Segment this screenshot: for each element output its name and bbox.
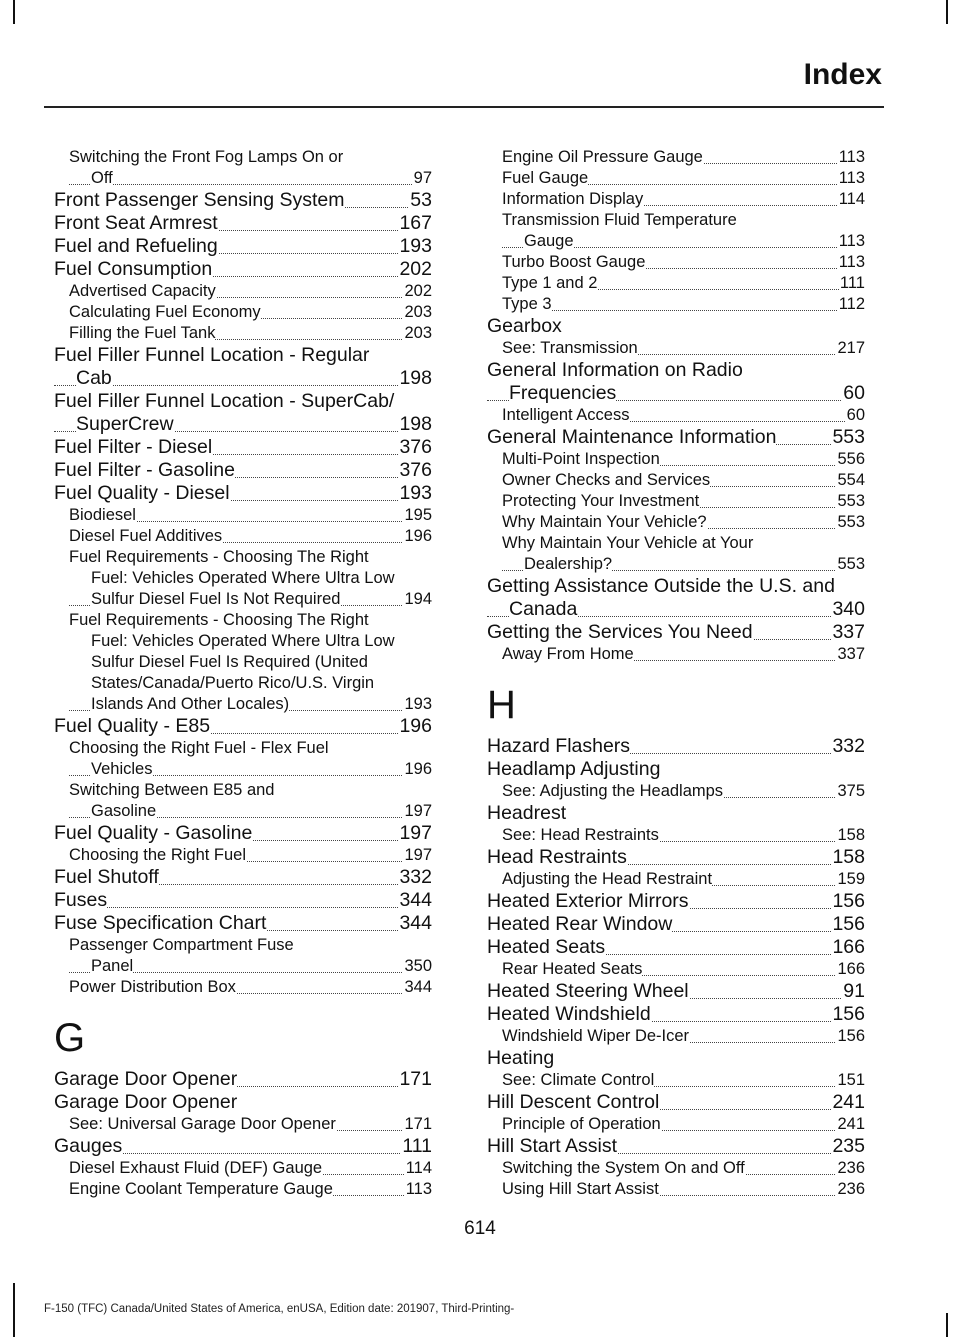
crop-mark-top-left	[13, 0, 15, 24]
index-entry	[54, 1135, 432, 1158]
entry-text: Diesel Exhaust Fluid (DEF) Gauge	[69, 1159, 323, 1177]
entry-text: Switching the Front Fog Lamps On or	[69, 148, 344, 166]
entry-page-number: 53	[410, 189, 432, 211]
entry-page-number: 113	[838, 253, 865, 271]
entry-page-number: 337	[837, 645, 865, 663]
index-entry	[487, 1047, 865, 1070]
index-subentry	[487, 959, 865, 980]
index-entry	[54, 822, 432, 845]
page-number: 614	[464, 1218, 496, 1239]
index-column-right	[487, 147, 865, 1200]
entry-page-number: 111	[402, 1135, 432, 1157]
entry-text: Passenger Compartment Fuse	[69, 936, 294, 954]
entry-text: Rear Heated Seats	[502, 960, 643, 978]
entry-text: Fuel Quality - E85	[54, 715, 211, 737]
index-subentry	[54, 845, 432, 866]
entry-page-number: 97	[413, 169, 432, 187]
entry-text: General Information on Radio	[487, 359, 743, 381]
entry-text: Fuel Quality - Diesel	[54, 482, 230, 504]
dot-leader	[54, 907, 432, 908]
index-entry	[54, 390, 432, 436]
entry-text: Power Distribution Box	[69, 978, 236, 996]
index-subentry	[54, 1158, 432, 1179]
entry-text: Fuel Shutoff	[54, 866, 159, 888]
index-subentry	[487, 449, 865, 470]
entry-page-number: 158	[837, 826, 865, 844]
entry-page-number: 198	[399, 367, 432, 389]
entry-page-number: 376	[399, 459, 432, 481]
entry-page-number: 203	[404, 303, 432, 321]
entry-text: See: Climate Control	[502, 1071, 655, 1089]
index-entry	[487, 315, 865, 338]
index-entry	[54, 258, 432, 281]
entry-text: Hazard Flashers	[487, 735, 631, 757]
entry-page-number: 113	[405, 1180, 432, 1198]
index-subentry	[487, 147, 865, 168]
entry-page-number: 332	[832, 735, 865, 757]
section-letter: G	[54, 1016, 86, 1060]
crop-mark-bottom-right	[946, 1313, 948, 1337]
entry-page-number: 236	[837, 1180, 865, 1198]
entry-text: Adjusting the Head Restraint	[502, 870, 713, 888]
entry-text: Choosing the Right Fuel - Flex Fuel	[69, 739, 329, 757]
entry-text: Fuel Filter - Gasoline	[54, 459, 235, 481]
entry-page-number: 197	[399, 822, 432, 844]
index-subentry	[54, 738, 432, 780]
entry-text: Vehicles	[91, 760, 153, 778]
entry-page-number: 193	[404, 695, 432, 713]
entry-text: Front Passenger Sensing System	[54, 189, 345, 211]
entry-text: Head Restraints	[487, 846, 627, 868]
entry-page-number: 113	[838, 148, 865, 166]
index-column-left	[54, 147, 432, 1200]
index-entry	[54, 889, 432, 912]
entry-page-number: 196	[399, 715, 432, 737]
index-entry	[54, 1091, 432, 1114]
entry-page-number: 236	[837, 1159, 865, 1177]
index-entry	[487, 846, 865, 869]
entry-page-number: 553	[837, 492, 865, 510]
index-entry	[487, 735, 865, 758]
entry-text: Frequencies	[509, 382, 617, 404]
entry-page-number: 202	[399, 258, 432, 280]
index-subentry	[487, 533, 865, 575]
index-subentry	[487, 644, 865, 665]
entry-page-number: 375	[837, 782, 865, 800]
entry-page-number: 344	[399, 889, 432, 911]
entry-page-number: 166	[832, 936, 865, 958]
index-entry	[54, 189, 432, 212]
entry-text: Hill Descent Control	[487, 1091, 660, 1113]
index-entry	[487, 802, 865, 825]
entry-page-number: 344	[404, 978, 432, 996]
index-subentry	[487, 470, 865, 491]
entry-page-number: 171	[399, 1068, 432, 1090]
index-subentry	[54, 323, 432, 344]
index-subentry	[54, 526, 432, 547]
entry-page-number: 159	[837, 870, 865, 888]
entry-text: Fuel Filler Funnel Location - Regular	[54, 344, 370, 366]
section-letter: H	[487, 683, 516, 727]
entry-page-number: 151	[837, 1071, 865, 1089]
entry-page-number: 337	[832, 621, 865, 643]
entry-text: Fuel Quality - Gasoline	[54, 822, 253, 844]
entry-text: Sulfur Diesel Fuel Is Not Required	[91, 590, 341, 608]
entry-text: Fuel Filler Funnel Location - SuperCab/	[54, 390, 395, 412]
entry-page-number: 554	[837, 471, 865, 489]
entry-text: Panel	[91, 957, 134, 975]
index-subentry	[487, 405, 865, 426]
entry-text: Heating	[487, 1047, 555, 1069]
entry-page-number: 193	[399, 482, 432, 504]
page-title: Index	[803, 58, 882, 91]
index-subentry	[487, 1114, 865, 1135]
entry-text: Principle of Operation	[502, 1115, 661, 1133]
entry-page-number: 217	[837, 339, 865, 357]
crop-mark-bottom-left	[13, 1283, 15, 1337]
entry-page-number: 198	[399, 413, 432, 435]
entry-page-number: 350	[404, 957, 432, 975]
index-entry	[54, 344, 432, 390]
index-subentry	[487, 273, 865, 294]
index-entry	[487, 621, 865, 644]
entry-page-number: 166	[837, 960, 865, 978]
entry-text: See: Adjusting the Headlamps	[502, 782, 724, 800]
entry-text: Protecting Your Investment	[502, 492, 700, 510]
entry-page-number: 202	[404, 282, 432, 300]
index-subentry	[487, 210, 865, 252]
entry-text: Fuses	[54, 889, 108, 911]
index-subentry	[54, 147, 432, 189]
entry-text: Filling the Fuel Tank	[69, 324, 216, 342]
entry-text: See: Transmission	[502, 339, 638, 357]
index-entry	[487, 980, 865, 1003]
entry-page-number: 171	[404, 1115, 432, 1133]
entry-text: Advertised Capacity	[69, 282, 216, 300]
entry-page-number: 241	[837, 1115, 865, 1133]
index-subentry	[54, 281, 432, 302]
entry-text: Turbo Boost Gauge	[502, 253, 646, 271]
entry-text: Away From Home	[502, 645, 634, 663]
entry-text: Heated Exterior Mirrors	[487, 890, 689, 912]
entry-text: Heated Rear Window	[487, 913, 673, 935]
entry-text: Switching the System On and Off	[502, 1159, 745, 1177]
entry-page-number: 553	[837, 513, 865, 531]
header-rule	[44, 106, 884, 108]
entry-text: Fuel and Refueling	[54, 235, 218, 257]
entry-text: Headrest	[487, 802, 567, 824]
entry-text: Fuel Gauge	[502, 169, 589, 187]
entry-text: Engine Oil Pressure Gauge	[502, 148, 703, 166]
entry-page-number: 376	[399, 436, 432, 458]
entry-text: States/Canada/Puerto Rico/U.S. Virgin	[91, 674, 375, 692]
index-subentry	[54, 935, 432, 977]
dot-leader	[69, 184, 432, 185]
entry-page-number: 156	[832, 890, 865, 912]
entry-text: Cab	[76, 367, 112, 389]
index-entry	[487, 758, 865, 781]
entry-page-number: 197	[404, 802, 432, 820]
entry-text: Headlamp Adjusting	[487, 758, 661, 780]
entry-text: Multi-Point Inspection	[502, 450, 660, 468]
index-subentry	[487, 189, 865, 210]
entry-page-number: 91	[843, 980, 865, 1002]
entry-text: Owner Checks and Services	[502, 471, 711, 489]
entry-page-number: 60	[846, 406, 865, 424]
entry-text: Type 3	[502, 295, 552, 313]
index-subentry	[487, 869, 865, 890]
entry-text: Why Maintain Your Vehicle?	[502, 513, 707, 531]
index-subentry	[54, 505, 432, 526]
index-subentry	[487, 252, 865, 273]
entry-page-number: 113	[838, 232, 865, 250]
index-entry	[487, 426, 865, 449]
index-subentry	[54, 610, 432, 715]
entry-text: Fuel Requirements - Choosing The Right	[69, 548, 369, 566]
index-subentry	[54, 780, 432, 822]
entry-text: Engine Coolant Temperature Gauge	[69, 1180, 333, 1198]
entry-page-number: 193	[399, 235, 432, 257]
index-subentry	[54, 977, 432, 998]
index-subentry	[487, 1070, 865, 1091]
entry-page-number: 553	[832, 426, 865, 448]
index-entry	[54, 866, 432, 889]
entry-page-number: 158	[832, 846, 865, 868]
entry-page-number: 194	[404, 590, 432, 608]
entry-page-number: 167	[399, 212, 432, 234]
index-subentry	[487, 781, 865, 802]
entry-page-number: 156	[837, 1027, 865, 1045]
dot-leader	[502, 310, 865, 311]
index-entry	[487, 1135, 865, 1158]
entry-page-number: 553	[837, 555, 865, 573]
entry-text: Getting Assistance Outside the U.S. and	[487, 575, 835, 597]
entry-text: Gasoline	[91, 802, 157, 820]
entry-text: Fuel: Vehicles Operated Where Ultra Low	[91, 632, 395, 650]
index-subentry	[54, 1179, 432, 1200]
index-entry	[487, 913, 865, 936]
index-entry	[487, 1003, 865, 1026]
entry-text: See: Universal Garage Door Opener	[69, 1115, 336, 1133]
index-subentry	[487, 168, 865, 189]
entry-text: Islands And Other Locales)	[91, 695, 290, 713]
entry-text: See: Head Restraints	[502, 826, 659, 844]
footer-text: F-150 (TFC) Canada/United States of America, enUSA, Edition date: 201907, Third-Printing-	[44, 1303, 515, 1315]
index-entry	[487, 890, 865, 913]
entry-text: Off	[91, 169, 113, 187]
entry-text: Fuel: Vehicles Operated Where Ultra Low	[91, 569, 395, 587]
entry-text: Windshield Wiper De-Icer	[502, 1027, 690, 1045]
entry-text: Using Hill Start Assist	[502, 1180, 659, 1198]
entry-text: Calculating Fuel Economy	[69, 303, 261, 321]
entry-page-number: 113	[838, 169, 865, 187]
index-subentry	[487, 338, 865, 359]
index-entry	[54, 1068, 432, 1091]
entry-text: Choosing the Right Fuel	[69, 846, 247, 864]
entry-text: Heated Steering Wheel	[487, 980, 689, 1002]
index-entry	[487, 575, 865, 621]
crop-mark-top-right	[946, 0, 948, 24]
index-entry	[487, 1091, 865, 1114]
entry-text: Front Seat Armrest	[54, 212, 218, 234]
entry-text: Gearbox	[487, 315, 562, 337]
index-subentry	[487, 512, 865, 533]
entry-page-number: 203	[404, 324, 432, 342]
entry-page-number: 197	[404, 846, 432, 864]
index-entry	[54, 459, 432, 482]
index-subentry	[54, 547, 432, 610]
entry-text: Fuel Filter - Diesel	[54, 436, 213, 458]
entry-text: General Maintenance Information	[487, 426, 777, 448]
index-entry	[54, 715, 432, 738]
entry-page-number: 344	[399, 912, 432, 934]
entry-text: Garage Door Opener	[54, 1091, 238, 1113]
entry-page-number: 241	[832, 1091, 865, 1113]
index-subentry	[487, 1179, 865, 1200]
entry-page-number: 196	[404, 760, 432, 778]
entry-text: Fuse Specification Chart	[54, 912, 267, 934]
entry-text: Type 1 and 2	[502, 274, 598, 292]
entry-page-number: 156	[832, 1003, 865, 1025]
index-subentry	[487, 1158, 865, 1179]
index-subentry	[487, 1026, 865, 1047]
entry-text: Gauges	[54, 1135, 123, 1157]
entry-text: Sulfur Diesel Fuel Is Required (United	[91, 653, 368, 671]
entry-page-number: 156	[832, 913, 865, 935]
entry-text: SuperCrew	[76, 413, 174, 435]
entry-text: Heated Seats	[487, 936, 606, 958]
entry-text: Canada	[509, 598, 578, 620]
entry-text: Heated Windshield	[487, 1003, 651, 1025]
entry-page-number: 114	[405, 1159, 432, 1177]
entry-text: Gauge	[524, 232, 574, 250]
index-subentry	[487, 825, 865, 846]
index-subentry	[487, 491, 865, 512]
entry-text: Biodiesel	[69, 506, 136, 524]
entry-text: Garage Door Opener	[54, 1068, 238, 1090]
entry-text: Fuel Requirements - Choosing The Right	[69, 611, 369, 629]
index-entry	[54, 436, 432, 459]
entry-page-number: 556	[837, 450, 865, 468]
entry-page-number: 340	[832, 598, 865, 620]
entry-text: Dealership?	[524, 555, 613, 573]
entry-text: Fuel Consumption	[54, 258, 213, 280]
entry-text: Information Display	[502, 190, 644, 208]
index-entry	[487, 936, 865, 959]
entry-page-number: 332	[399, 866, 432, 888]
entry-text: Hill Start Assist	[487, 1135, 618, 1157]
entry-text: Why Maintain Your Vehicle at Your	[502, 534, 754, 552]
index-entry	[54, 235, 432, 258]
index-entry	[487, 359, 865, 405]
entry-text: Transmission Fluid Temperature	[502, 211, 737, 229]
entry-page-number: 111	[839, 274, 865, 292]
entry-page-number: 235	[832, 1135, 865, 1157]
entry-text: Diesel Fuel Additives	[69, 527, 223, 545]
index-entry	[54, 482, 432, 505]
index-subentry	[54, 302, 432, 323]
index-subentry	[54, 1114, 432, 1135]
entry-page-number: 112	[838, 295, 865, 313]
index-subentry	[487, 294, 865, 315]
entry-text: Getting the Services You Need	[487, 621, 753, 643]
index-entry	[54, 212, 432, 235]
entry-text: Switching Between E85 and	[69, 781, 275, 799]
entry-page-number: 114	[838, 190, 865, 208]
index-entry	[54, 912, 432, 935]
entry-page-number: 195	[404, 506, 432, 524]
entry-text: Intelligent Access	[502, 406, 630, 424]
entry-page-number: 60	[843, 382, 865, 404]
entry-page-number: 196	[404, 527, 432, 545]
